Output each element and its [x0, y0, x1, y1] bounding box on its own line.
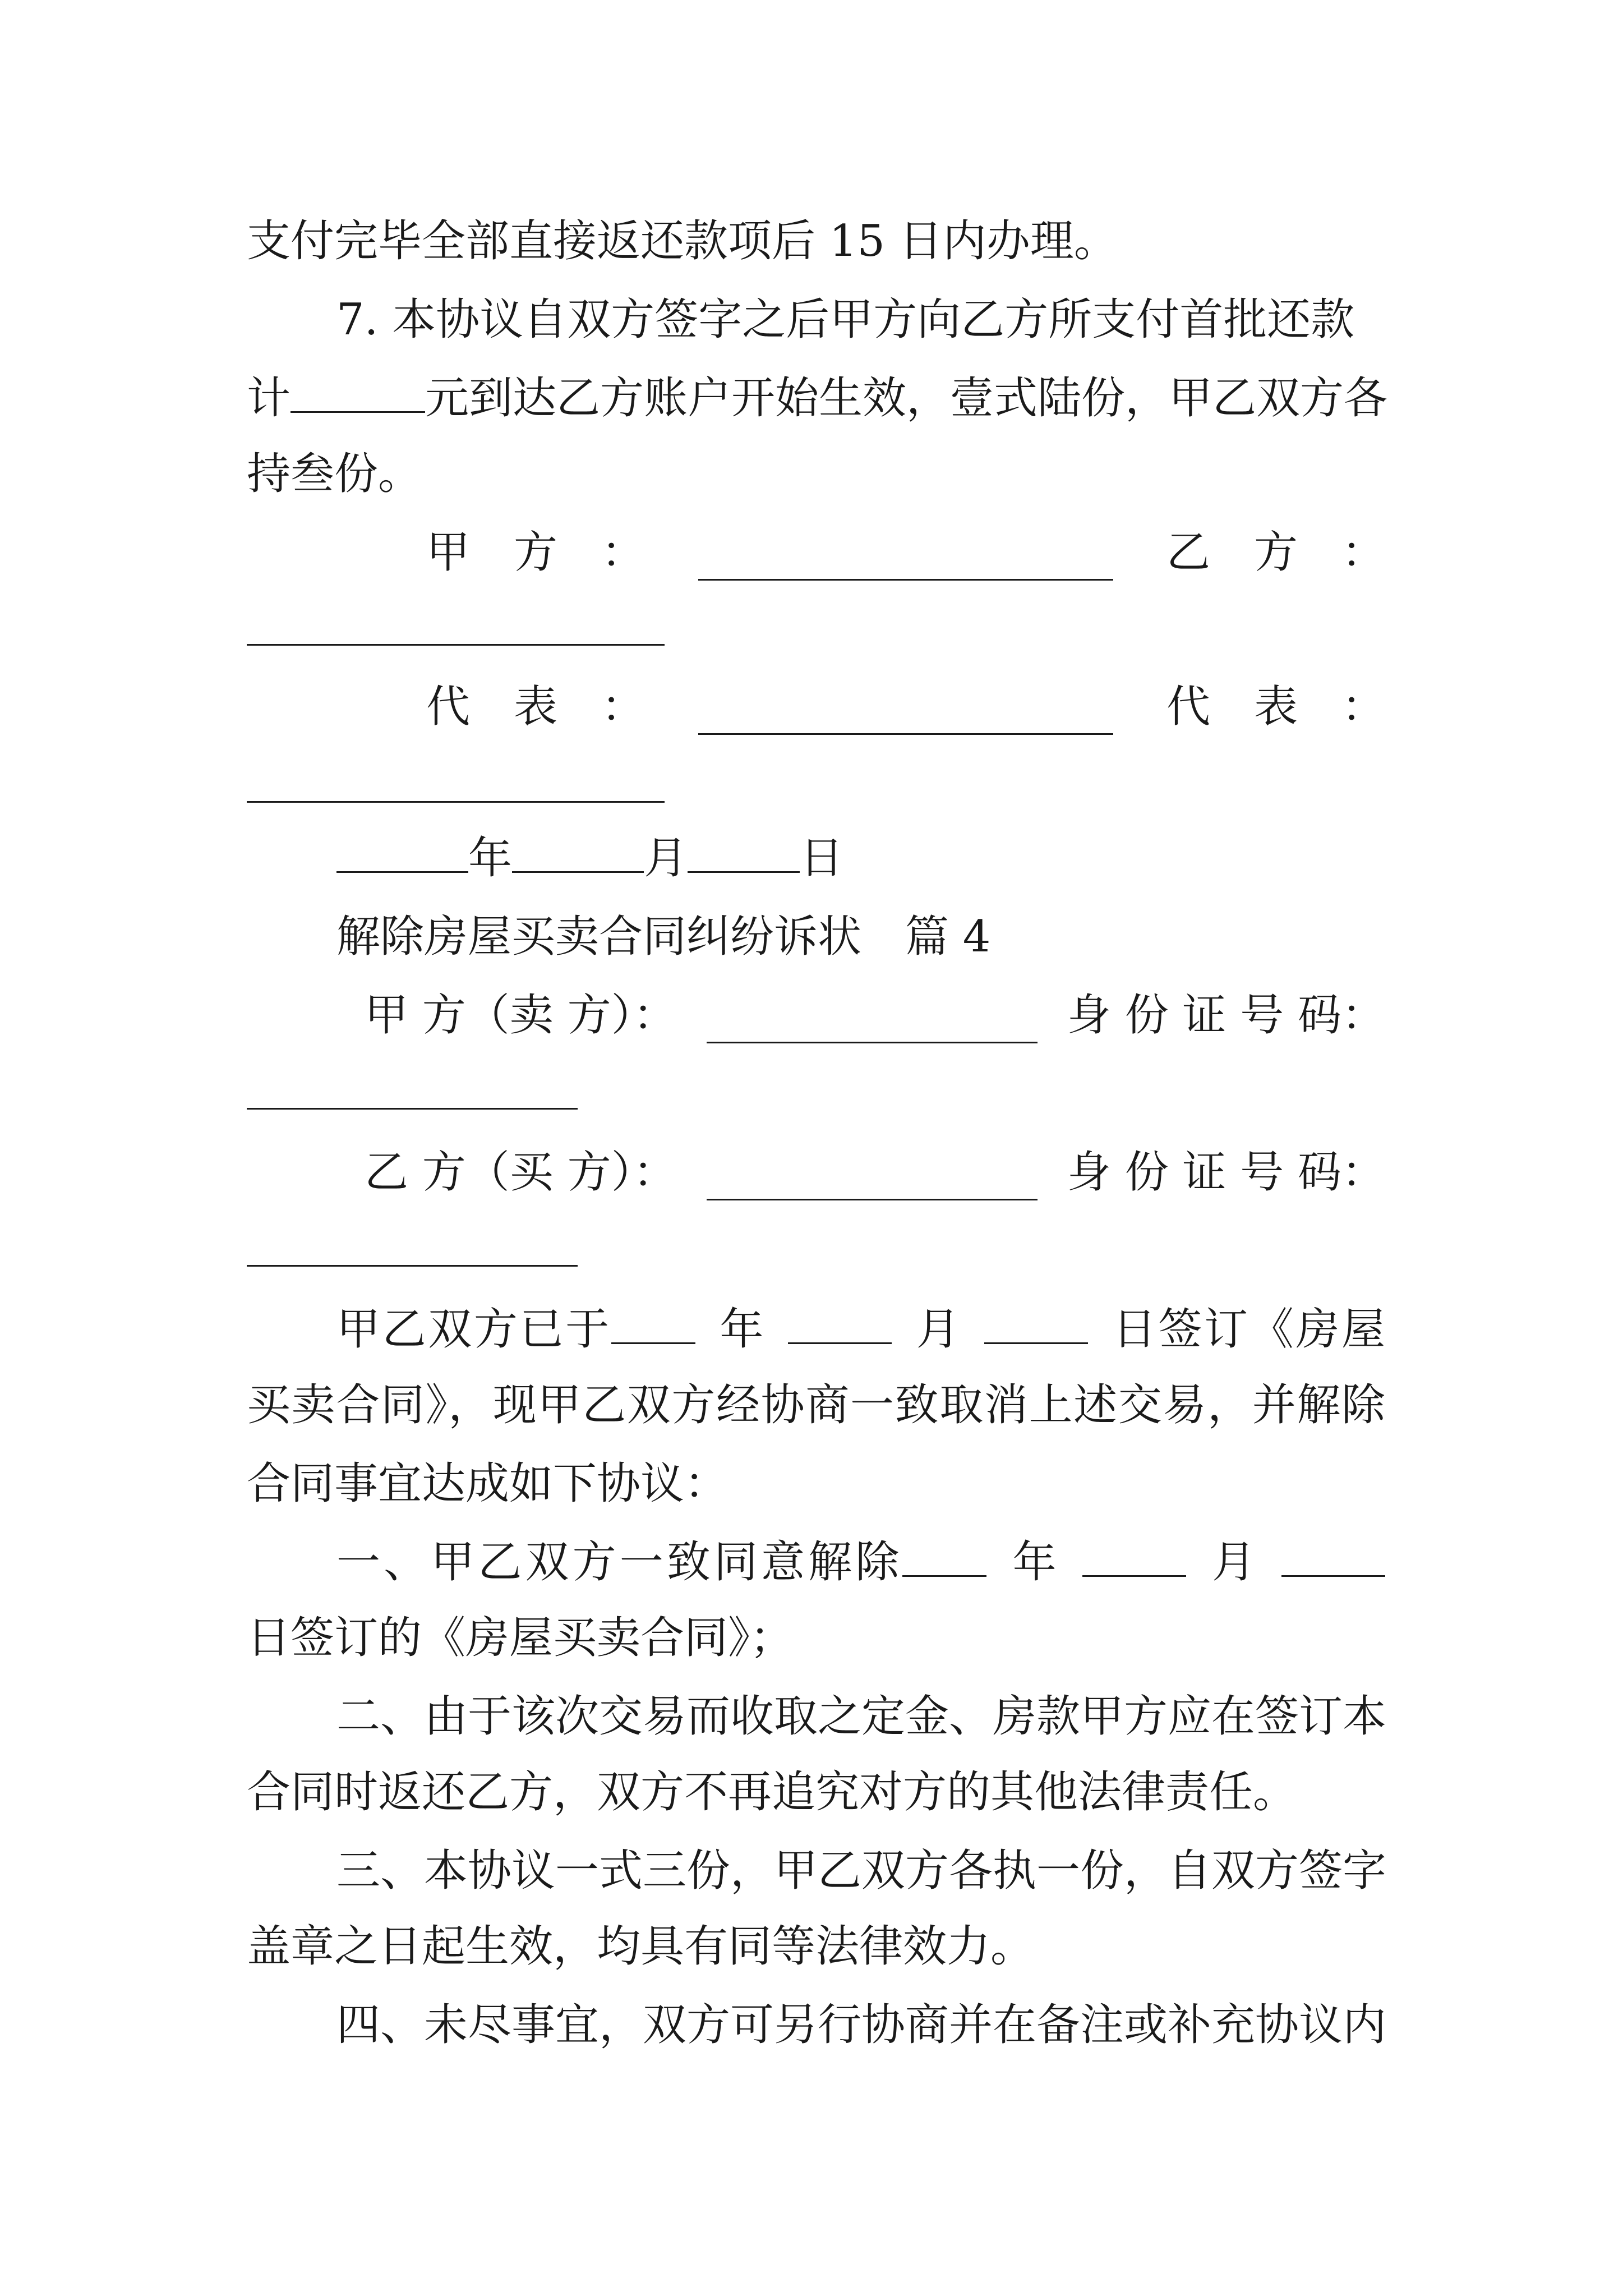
signature-line [426, 524, 1385, 581]
text-line: 合同事宜达成如下协议： [247, 1458, 728, 1509]
blank-underline [1082, 1542, 1186, 1577]
signature-line [426, 679, 1385, 735]
blank-underline [247, 1265, 578, 1267]
blank-underline [902, 1542, 986, 1577]
text-fragment: 年 [717, 1304, 766, 1355]
text-fragment: 计 [247, 373, 291, 424]
date-year: 年 [468, 833, 513, 884]
party-line [365, 987, 1385, 1043]
text-fragment: 月 [1208, 1537, 1259, 1588]
party-line [365, 1144, 1385, 1200]
buyer-id-label: 身 份 证 号 码： [1067, 1147, 1385, 1198]
blank-underline [698, 545, 1113, 581]
text-fragment: 日签订《房屋 [1110, 1304, 1385, 1355]
text-line [247, 370, 1388, 426]
text-line: 买卖合同》，现甲乙双方经协商一致取消上述交易，并解除 [247, 1380, 1385, 1430]
text-line: 合同时返还乙方，双方不再追究对方的其他法律责任。 [247, 1767, 1297, 1818]
blank-underline [1281, 1542, 1385, 1577]
text-fragment: 年 [1009, 1537, 1060, 1588]
blank-underline [707, 1165, 1038, 1200]
text-line: 持叁份。 [247, 449, 422, 499]
text-fragment: 一、甲乙双方一致同意解除 [336, 1537, 903, 1588]
blank-underline [247, 801, 665, 803]
party-a-label: 甲 方 ： [426, 527, 645, 578]
blank-underline [698, 700, 1113, 735]
section-title: 解除房屋买卖合同纠纷诉状 篇 4 [336, 912, 991, 962]
blank-underline [688, 838, 800, 873]
representative-a-label: 代 表 ： [426, 682, 645, 732]
blank-underline [336, 838, 468, 873]
text-line: 二、由于该次交易而收取之定金、房款甲方应在签订本 [336, 1691, 1387, 1742]
text-line: 三、本协议一式三份，甲乙双方各执一份，自双方签字 [336, 1846, 1387, 1896]
seller-id-label: 身 份 证 号 码： [1067, 990, 1385, 1041]
blank-underline [247, 1108, 578, 1110]
blank-underline [707, 1008, 1038, 1043]
text-fragment: 元到达乙方账户开始生效，壹式陆份，甲乙双方各 [425, 373, 1388, 424]
text-line: 盖章之日起生效，均具有同等法律效力。 [247, 1921, 1035, 1972]
text-line [336, 1534, 1385, 1590]
text-line: 四、未尽事宜，双方可另行协商并在备注或补充协议内 [336, 2000, 1387, 2050]
representative-b-label: 代 表 ： [1166, 682, 1385, 732]
date-line [336, 830, 843, 886]
blank-underline [512, 838, 644, 873]
text-fragment: 甲乙双方已于 [336, 1304, 611, 1355]
blank-underline [291, 378, 425, 413]
party-b-label: 乙 方 ： [1166, 527, 1385, 578]
buyer-label: 乙 方（买 方）： [365, 1147, 677, 1198]
seller-label: 甲 方（卖 方）： [365, 990, 677, 1041]
date-month: 月 [644, 833, 688, 884]
text-line: 7. 本协议自双方签字之后甲方向乙方所支付首批还款 [336, 295, 1355, 345]
text-line [336, 1301, 1385, 1358]
blank-underline [247, 644, 665, 646]
blank-underline [611, 1309, 695, 1344]
blank-underline [788, 1309, 892, 1344]
blank-underline [984, 1309, 1088, 1344]
text-line: 日签订的《房屋买卖合同》； [247, 1613, 794, 1663]
text-fragment: 月 [914, 1304, 962, 1355]
date-day: 日 [800, 833, 844, 884]
text-line: 支付完毕全部直接返还款项后 15 日内办理。 [247, 216, 1118, 266]
